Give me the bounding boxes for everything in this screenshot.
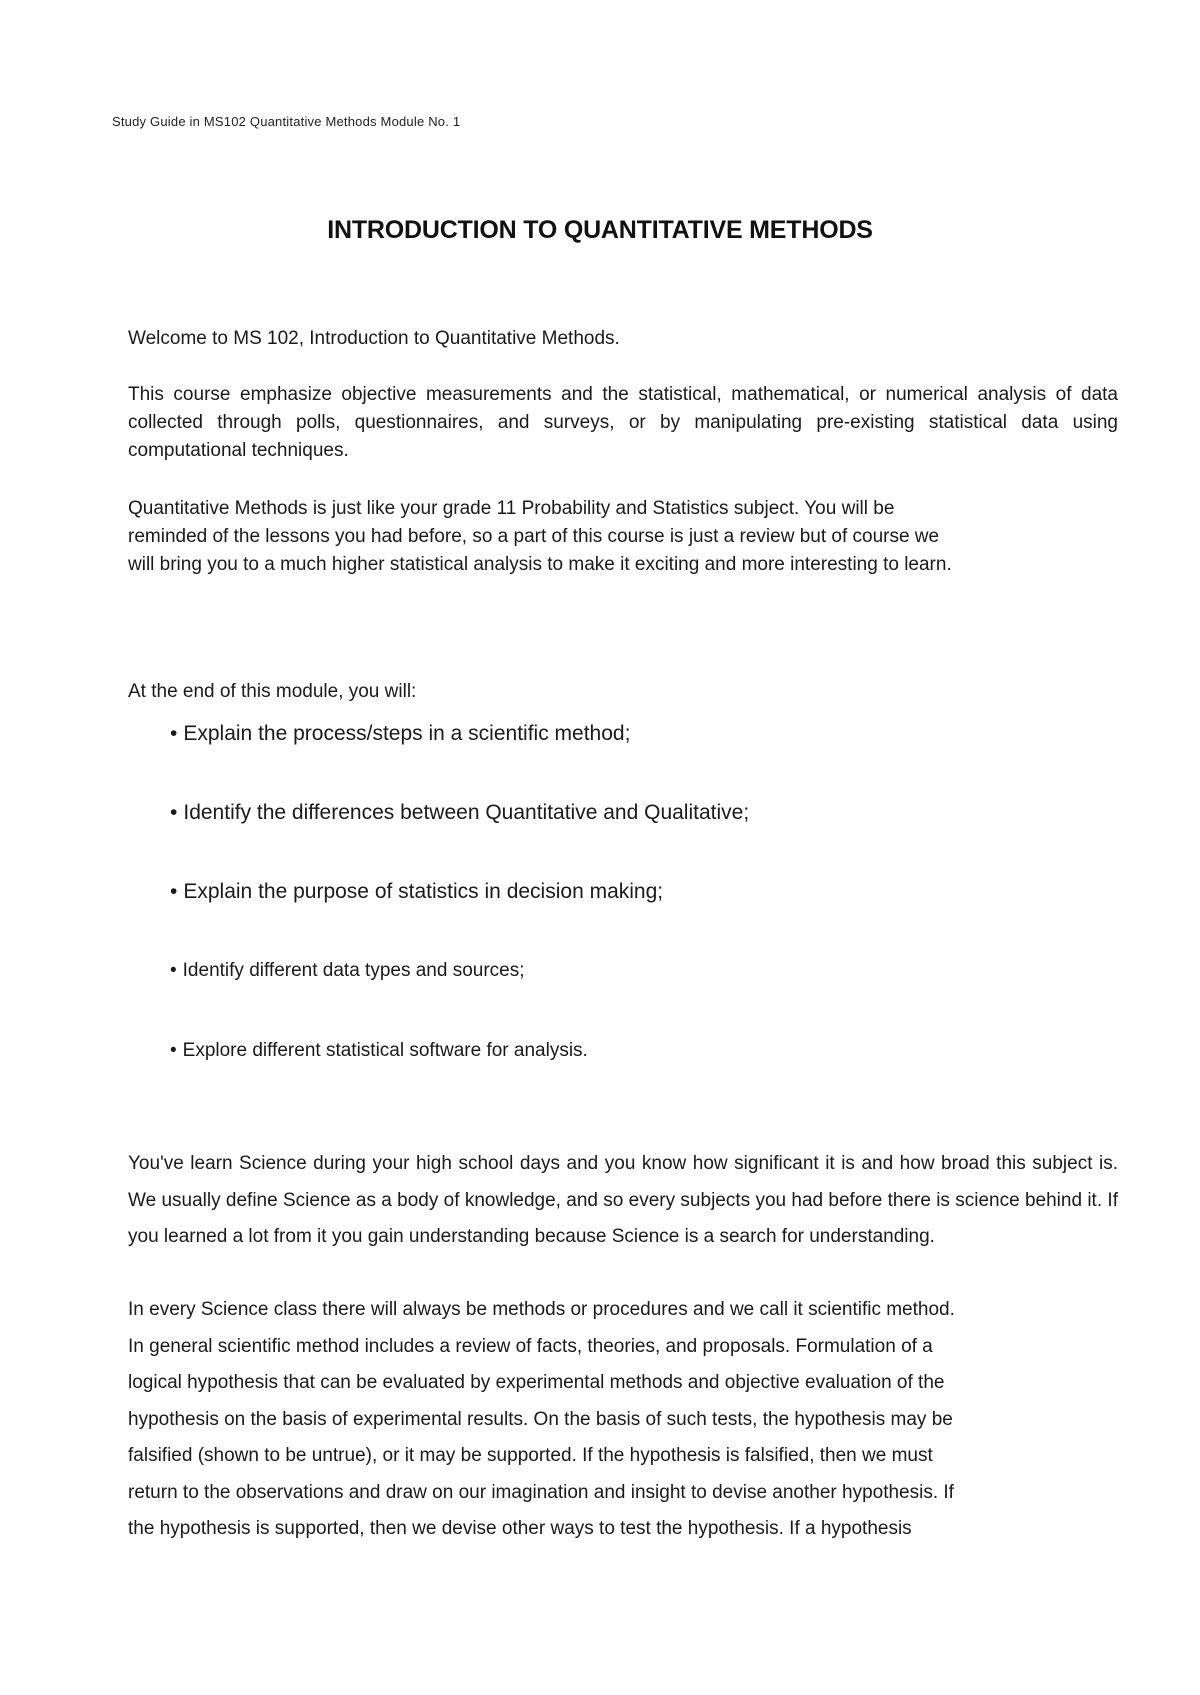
scientific-method-line: In every Science class there will always be methods or procedures and we call it scientific method. xyxy=(128,1299,955,1320)
objective-text: Identify different data types and sources; xyxy=(182,960,525,981)
document-title: INTRODUCTION TO QUANTITATIVE METHODS xyxy=(327,216,873,244)
objective-item xyxy=(170,960,525,982)
objective-text: Explain the purpose of statistics in decision making; xyxy=(183,880,664,903)
bullet-icon: • xyxy=(170,1040,177,1061)
bullet-icon: • xyxy=(170,880,178,903)
objective-text: Explore different statistical software for analysis. xyxy=(182,1040,588,1061)
welcome-line: Welcome to MS 102, Introduction to Quantitative Methods. xyxy=(128,328,620,349)
scientific-method-line: falsified (shown to be untrue), or it may be supported. If the hypothesis is falsified, then we must xyxy=(128,1445,933,1466)
scientific-method-paragraph xyxy=(128,1292,1118,1548)
scientific-method-line: In general scientific method includes a review of facts, theories, and proposals. Formulation of a xyxy=(128,1335,933,1357)
running-header: Study Guide in MS102 Quantitative Methods Module No. 1 xyxy=(112,114,461,129)
course-description-paragraph: This course emphasize objective measurements and the statistical, mathematical, or numerical analysis of data collected through polls, questionnaires, and surveys, or by manipulating pre-existing statistical data using computational techniques. xyxy=(128,384,1118,461)
science-paragraph: You've learn Science during your high school days and you know how significant it is and how broad this subject is. We usually define Science as a body of knowledge, and so every subjects you had before there is science behind it. If you learned a lot from it you gain understanding because Science is a search for understanding. xyxy=(128,1153,1118,1247)
objective-text: Explain the process/steps in a scientific method; xyxy=(183,722,631,745)
scientific-method-line: hypothesis on the basis of experimental results. On the basis of such tests, the hypothesis may be xyxy=(128,1408,953,1430)
objective-text: Identify the differences between Quantitative and Qualitative; xyxy=(183,801,750,824)
review-paragraph-line: reminded of the lessons you had before, so a part of this course is just a review but of course we xyxy=(128,526,940,547)
objective-item xyxy=(170,722,630,746)
review-paragraph xyxy=(128,495,1118,579)
scientific-method-line: the hypothesis is supported, then we devise other ways to test the hypothesis. If a hypothesis xyxy=(128,1518,912,1539)
objective-item xyxy=(170,801,749,825)
bullet-icon: • xyxy=(170,960,177,981)
review-paragraph-line: will bring you to a much higher statistical analysis to make it exciting and more interesting to learn. xyxy=(128,554,952,575)
scientific-method-line: logical hypothesis that can be evaluated by experimental methods and objective evaluation of the xyxy=(128,1372,945,1393)
review-paragraph-line: Quantitative Methods is just like your grade 11 Probability and Statistics subject. You will be xyxy=(128,498,895,519)
scientific-method-line: return to the observations and draw on our imagination and insight to devise another hypothesis. If xyxy=(128,1481,954,1503)
objectives-intro: At the end of this module, you will: xyxy=(128,681,417,702)
objective-item xyxy=(170,1040,588,1062)
bullet-icon: • xyxy=(170,801,178,824)
bullet-icon: • xyxy=(170,722,178,745)
objective-item xyxy=(170,880,663,904)
